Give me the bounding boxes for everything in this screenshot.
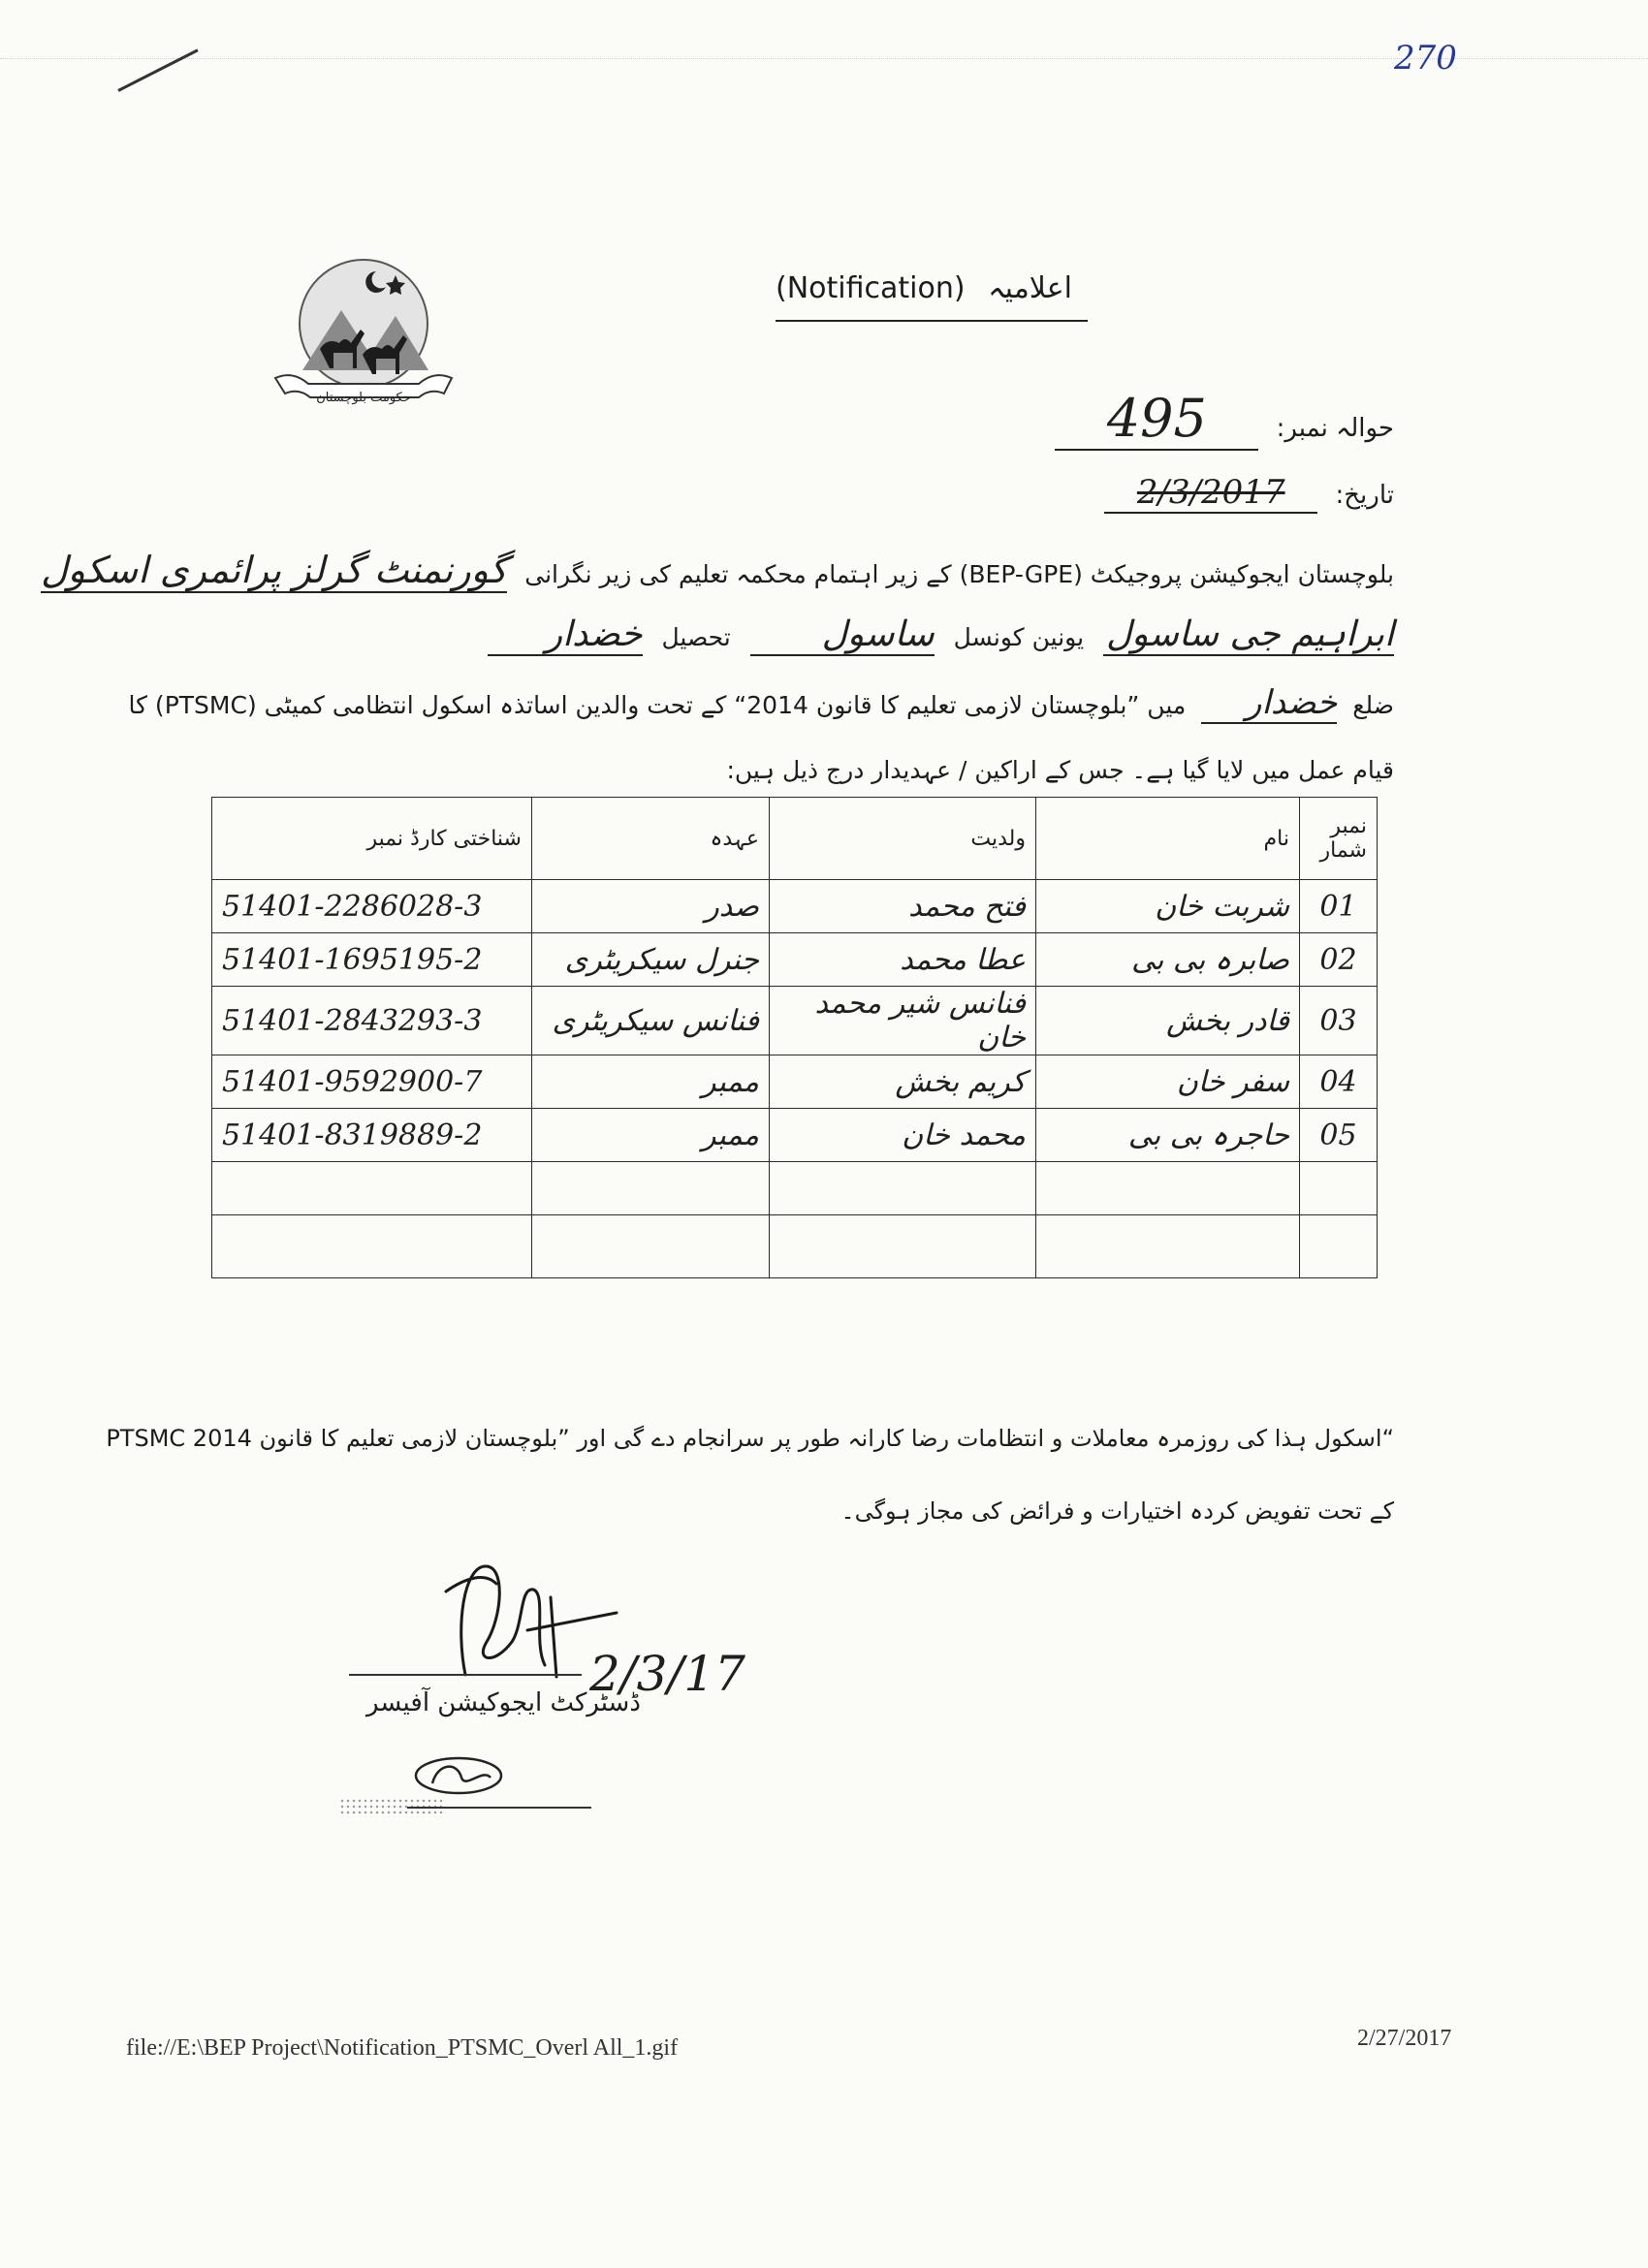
cell-name: شربت خان (1036, 880, 1300, 933)
government-seal-logo (262, 254, 465, 432)
cell-cnic: 51401-9592900-7 (212, 1055, 532, 1109)
signature-line (349, 1674, 582, 1676)
closing-line-2: کے تحت تفویض کردہ اختیارات و فرائض کی مجاز ہوگی۔ (840, 1497, 1394, 1525)
svg-text:حکومت بلوچستان: حکومت بلوچستان (316, 391, 411, 405)
header-name: نام (1036, 798, 1300, 880)
footer-file-path: file://E:\BEP Project\Notification_PTSMC_Overl All_1.gif (126, 2035, 679, 2061)
cell-name: حاجرہ بی بی (1036, 1109, 1300, 1162)
village-name: ابراہیم جی ساسول (1103, 614, 1394, 656)
cell-parentage: کریم بخش (770, 1055, 1036, 1109)
cell-designation: صدر (532, 880, 770, 933)
table-row-empty (212, 1215, 1378, 1278)
header-cnic: شناختی کارڈ نمبر (212, 798, 532, 880)
cell-cnic: 51401-1695195-2 (212, 933, 532, 987)
cell-designation: ممبر (532, 1055, 770, 1109)
district-name: خضدار (1201, 683, 1337, 724)
date-value: 2/3/2017 (1104, 473, 1317, 514)
cell-serial: 03 (1300, 987, 1378, 1055)
header-parentage: ولدیت (770, 798, 1036, 880)
cell-name: سفر خان (1036, 1055, 1300, 1109)
date-row (1104, 473, 1394, 514)
body-line-1-printed: بلوچستان ایجوکیشن پروجیکٹ (BEP-GPE) کے زیر اہتمام محکمہ تعلیم کی زیر نگرانی (524, 560, 1394, 588)
title-urdu: اعلامیہ (988, 271, 1072, 305)
cell-serial: 02 (1300, 933, 1378, 987)
body-line-1 (41, 549, 1394, 593)
cell-serial: 04 (1300, 1055, 1378, 1109)
header-serial: نمبر شمار (1300, 798, 1378, 880)
table-row-empty (212, 1162, 1378, 1215)
cell-cnic: 51401-2843293-3 (212, 987, 532, 1055)
table-row (212, 933, 1378, 987)
body-line-3 (128, 683, 1394, 724)
union-council-label: یونین کونسل (953, 623, 1085, 651)
union-council-name: ساسول (750, 614, 935, 656)
cell-designation: ممبر (532, 1109, 770, 1162)
body-line-3-printed: میں ”بلوچستان لازمی تعلیم کا قانون 2014“ کے تحت والدین اساتذہ اسکول انتظامی کمیٹی (PTSMC) کا (128, 691, 1187, 719)
committee-members-table (211, 797, 1378, 1278)
school-name: گورنمنٹ گرلز پرائمری اسکول (41, 549, 508, 591)
cell-parentage: فتح محمد (770, 880, 1036, 933)
cell-serial: 05 (1300, 1109, 1378, 1162)
cell-name: صابرہ بی بی (1036, 933, 1300, 987)
table-row (212, 987, 1378, 1055)
table-row (212, 1055, 1378, 1109)
title-underline (776, 320, 1088, 322)
cell-name: قادر بخش (1036, 987, 1300, 1055)
signatory-title: ڈسٹرکٹ ایجوکیشن آفیسر (366, 1688, 641, 1717)
reference-row (1055, 388, 1394, 451)
table-row (212, 1109, 1378, 1162)
tehsil-name: خضدار (488, 614, 643, 656)
table-row (212, 880, 1378, 933)
header-designation: عہدہ (532, 798, 770, 880)
cell-parentage: عطا محمد (770, 933, 1036, 987)
cell-serial: 01 (1300, 880, 1378, 933)
tehsil-label: تحصیل (661, 623, 731, 651)
reference-number: 495 (1055, 388, 1258, 451)
table-header-row (212, 798, 1378, 880)
cell-cnic: 51401-8319889-2 (212, 1109, 532, 1162)
initials-stamp (405, 1748, 512, 1805)
closing-line-1: PTSMC اسکول ہذا کی روزمرہ معاملات و انتظامات رضا کارانہ طور پر سرانجام دے گی اور ”بلوچستان لازمی تعلیم کا قانون 2014“ (106, 1425, 1394, 1452)
cell-designation: فنانس سیکریٹری (532, 987, 770, 1055)
footer-date: 2/27/2017 (1357, 2026, 1452, 2051)
district-label: ضلع (1352, 691, 1394, 719)
cell-cnic: 51401-2286028-3 (212, 880, 532, 933)
cell-parentage: محمد خان (770, 1109, 1036, 1162)
stamp-line (407, 1807, 591, 1809)
cell-parentage: فنانس شیر محمد خان (770, 987, 1036, 1055)
reference-label: حوالہ نمبر: (1276, 414, 1394, 443)
body-line-4: قیام عمل میں لایا گیا ہے۔ جس کے اراکین / عہدیدار درج ذیل ہیں: (726, 756, 1394, 784)
page-number: 270 (1394, 39, 1457, 78)
cell-designation: جنرل سیکریٹری (532, 933, 770, 987)
document-title (776, 271, 1072, 305)
pen-mark (117, 48, 198, 91)
body-line-2 (250, 614, 1394, 656)
signature-date: 2/3/17 (589, 1646, 745, 1702)
date-label: تاریخ: (1335, 481, 1394, 510)
title-english: (Notification) (776, 271, 966, 305)
